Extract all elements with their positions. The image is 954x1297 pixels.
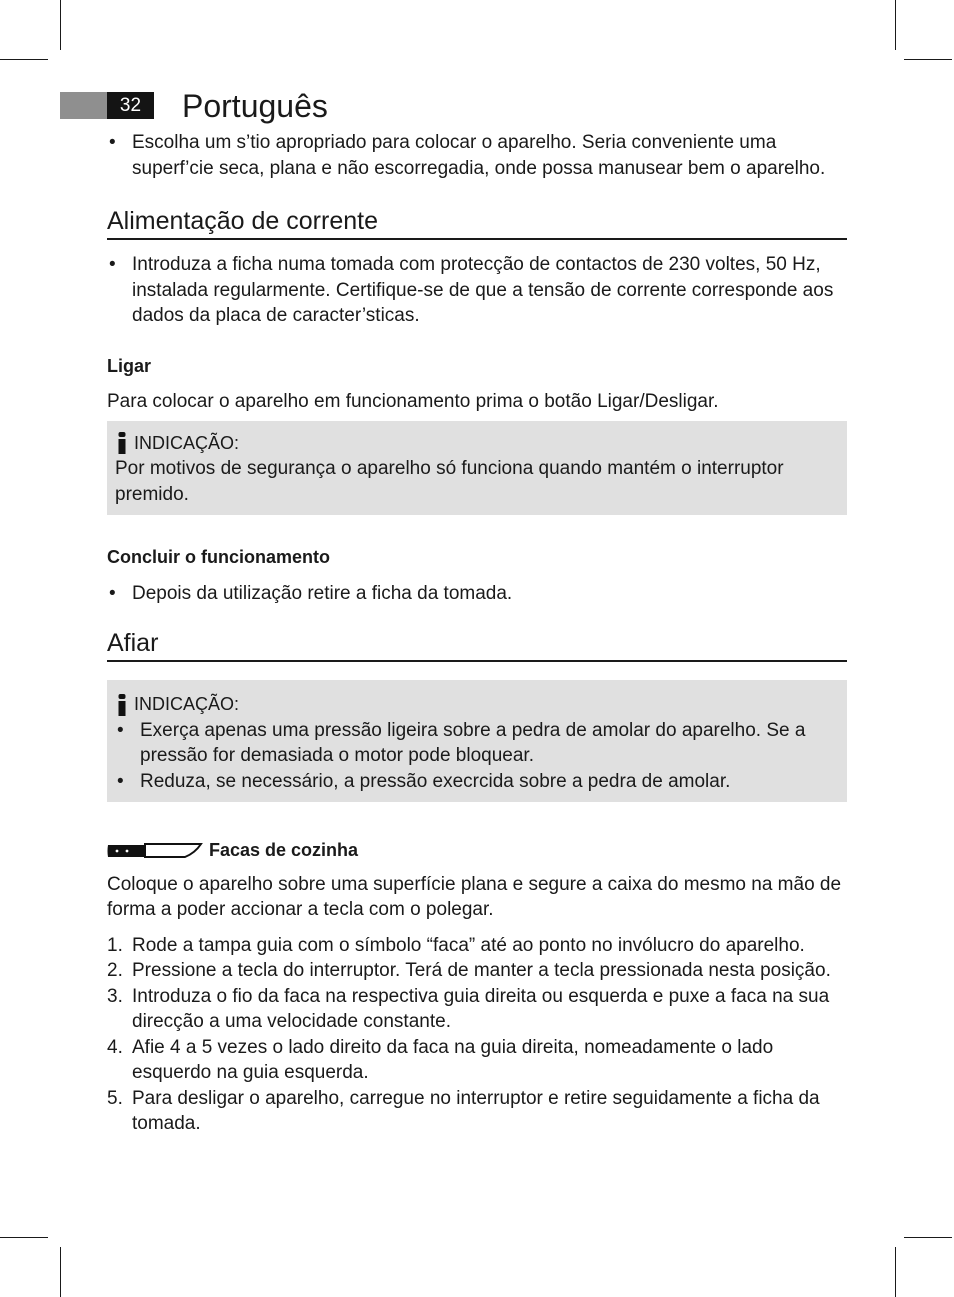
step-text: Para desligar o aparelho, carregue no interruptor e retire seguidamente a ficha da tomada. — [132, 1087, 820, 1134]
subheading-switch-on: Ligar — [107, 355, 152, 376]
subheading-kitchen-knives: Facas de cozinha — [209, 840, 359, 860]
note-text: Por motivos de segurança o aparelho só funciona quando mantém o interruptor premido. — [115, 458, 784, 505]
main-content — [107, 130, 847, 1137]
page-title: Português — [182, 88, 328, 124]
step-text: Rode a tampa guia com o símbolo “faca” até ao ponto no invólucro do aparelho. — [132, 934, 805, 956]
info-icon — [115, 432, 129, 454]
crop-mark — [895, 1247, 896, 1297]
knife-heading-row — [107, 838, 847, 864]
note-title: INDICAÇÃO: — [134, 432, 240, 453]
step-text: Afie 4 a 5 vezes o lado direito da faca na guia direita, nomeadamente o lado esquerdo na guia esquerda. — [132, 1036, 774, 1083]
list-item — [107, 984, 847, 1035]
knives-intro: Coloque o aparelho sobre uma superfície plana e segure a caixa do mesmo na mão de forma a poder accionar a tecla com o polegar. — [107, 873, 842, 920]
step-number: 2. — [107, 960, 123, 981]
finish-bullet: • Depois da utilização retire a ficha da tomada. — [107, 581, 847, 607]
list-item — [107, 933, 847, 959]
step-number: 1. — [107, 934, 123, 956]
note-bullet: • Reduza, se necessário, a pressão execrcida sobre a pedra de amolar. — [115, 769, 839, 795]
crop-mark — [904, 1237, 952, 1238]
kitchen-knife-icon — [107, 841, 203, 861]
crop-mark — [60, 1247, 61, 1297]
note-title-row — [115, 692, 839, 718]
note-box — [107, 421, 847, 516]
step-number: 5. — [107, 1087, 123, 1109]
page-number: 32 — [107, 92, 154, 119]
note-bullet: • Exerça apenas uma pressão ligeira sobre a pedra de amolar do aparelho. Se a pressão for demasiada o motor pode bloquear. — [115, 718, 839, 769]
list-item — [107, 1086, 847, 1137]
power-bullet: • Introduza a ficha numa tomada com protecção de contactos de 230 voltes, 50 Hz, instalada regularmente. Certifique-se de que a tensão de corrente corresponde aos dados da placa de caracter’sticas. — [107, 252, 847, 329]
crop-mark — [0, 1237, 48, 1238]
step-text: Introduza o fio da faca na respectiva guia direita ou esquerda e puxe a faca na sua direcção a uma velocidade constante. — [132, 985, 830, 1032]
crop-mark — [895, 0, 896, 50]
switch-on-text: Para colocar o aparelho em funcionamento prima o botão Ligar/Desligar. — [107, 391, 719, 412]
steps-list — [107, 933, 847, 1137]
info-icon — [115, 694, 129, 716]
note-title-row — [115, 431, 839, 457]
subheading-finish: Concluir o funcionamento — [107, 547, 330, 567]
note-title: INDICAÇÃO: — [134, 694, 240, 714]
section-heading-power: Alimentação de corrente — [107, 206, 847, 240]
step-text: Pressione a tecla do interruptor. Terá de manter a tecla pressionada nesta posição. — [132, 960, 831, 981]
list-item — [107, 958, 847, 984]
step-number: 4. — [107, 1036, 123, 1058]
list-item — [107, 1035, 847, 1086]
crop-mark — [0, 59, 48, 60]
note-box — [107, 680, 847, 802]
step-number: 3. — [107, 985, 123, 1007]
section-heading-sharpen: Afiar — [107, 628, 847, 662]
crop-mark — [60, 0, 61, 50]
intro-bullet: • Escolha um s’tio apropriado para colocar o aparelho. Seria conveniente uma superf’cie seca, plana e não escorregadia, onde possa manusear bem o aparelho. — [107, 130, 847, 181]
crop-mark — [904, 59, 952, 60]
